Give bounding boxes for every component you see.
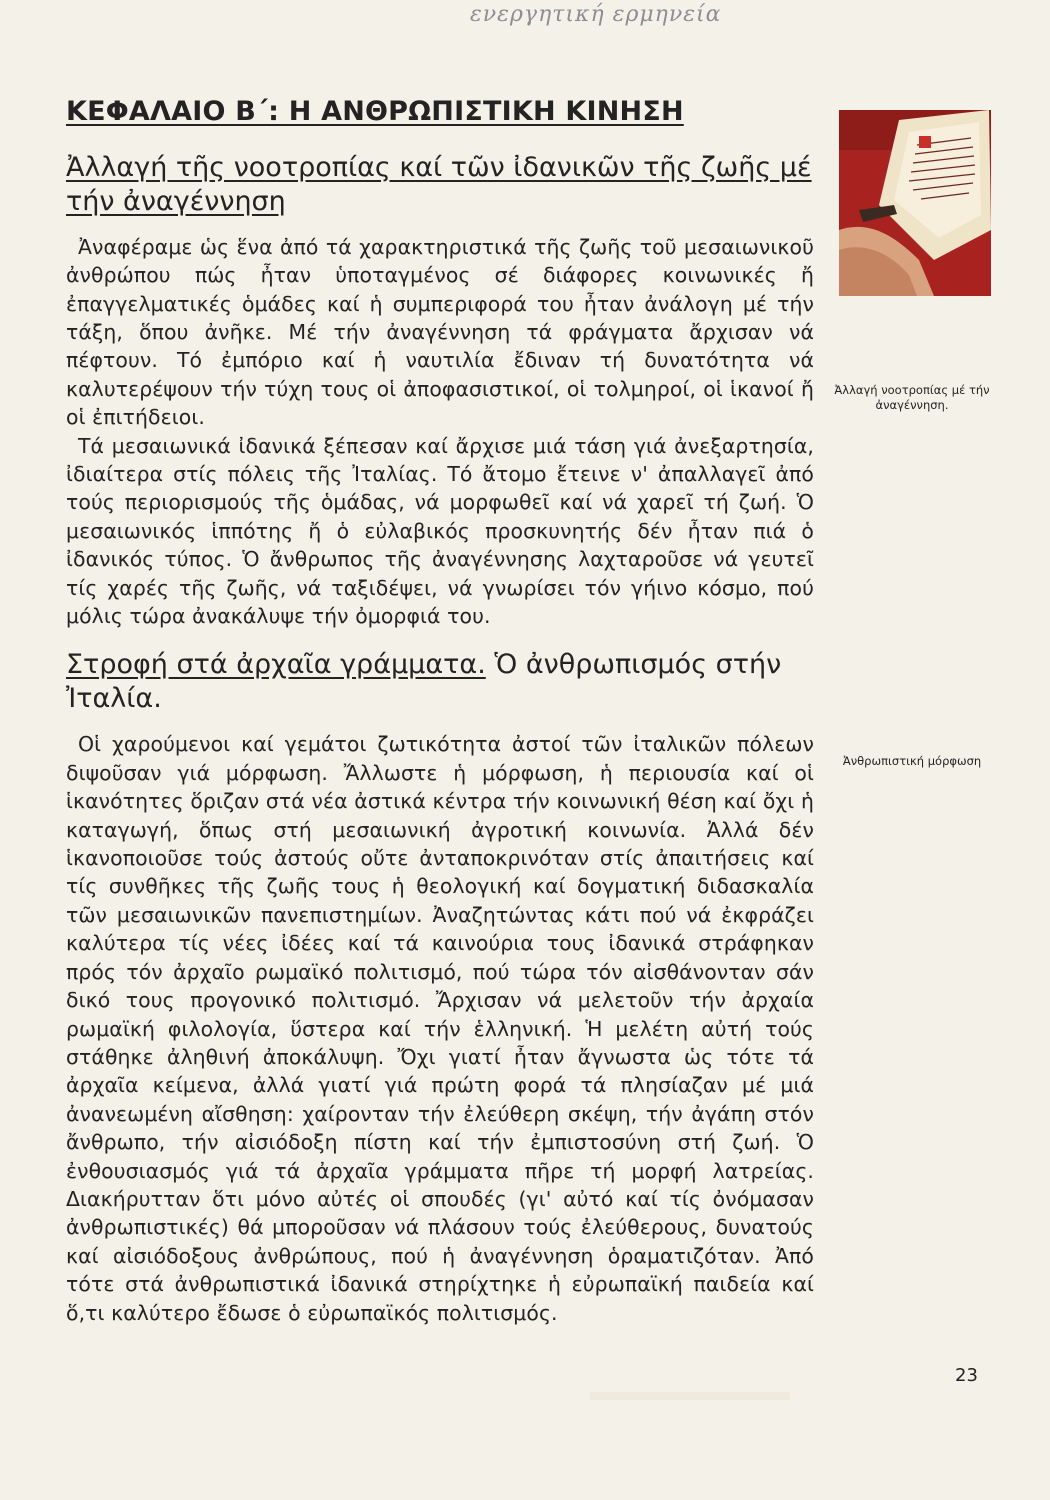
section-title-humanism-underlined: Στροφή στά ἀρχαῖα γράμματα. [66, 649, 486, 681]
paragraph: Τά μεσαιωνικά ἰδανικά ξέπεσαν καί ἄρχισε μιά τάση γιά ἀνεξαρτησία, ἰδιαίτερα στίς πόλεις τῆς Ἰταλίας. Τό ἄτομο ἔτεινε ν' ἀπαλλαγεῖ ἀπό τούς περιορισμούς τῆς ὁμάδας, νά μορφωθεῖ καί νά χαρεῖ τή ζωή. Ὁ μεσαιωνικός ἱππότης ἤ ὁ εὐλαβικός προσκυνητής δέν ἦταν πιά ὁ ἰδανικός τύπος. Ὁ ἄνθρωπος τῆς ἀναγέννησης λαχταροῦσε νά γευτεῖ τίς χαρές τῆς ζωῆς, νά ταξιδέψει, νά γνωρίσει τόν γήινο κόσμο, πού μόλις τώρα ἀνακάλυψε τήν ὀμορφιά του. [66, 433, 814, 629]
section-title-humanism-rest: Ὁ ἀνθρωπισμός στήν Ἰταλία. [66, 649, 782, 715]
main-column [66, 95, 814, 1327]
section-title-humanism [66, 648, 814, 716]
section-humanism-italy [66, 648, 814, 1327]
margin-note-humanist-education: Ἀνθρωπιστική μόρφωση [842, 754, 982, 768]
page-number: 23 [955, 1365, 978, 1386]
section-title-mentality-text: Ἀλλαγή τῆς νοοτροπίας καί τῶν ἰδανικῶν τῆς ζωῆς μέ τήν ἀναγέννηση [66, 151, 812, 217]
section-change-of-mentality [66, 151, 814, 631]
chapter-title: ΚΕΦΑΛΑΙΟ Β΄: Η ΑΝΘΡΩΠΙΣΤΙΚΗ ΚΙΝΗΣΗ [66, 96, 684, 127]
paragraph: Οἱ χαρούμενοι καί γεμάτοι ζωτικότητα ἀστοί τῶν ἰταλικῶν πόλεων διψοῦσαν γιά μόρφωση. Ἄλλωστε ἡ μόρφωση, ἡ περιουσία καί οἱ ἱκανότητες ὅριζαν στά νέα ἀστικά κέντρα τήν κοινωνική θέση καί ὄχι ἡ καταγωγή, ὅπως στή μεσαιωνική ἀγροτική κοινωνία. Ἀλλά δέν ἱκανοποιοῦσε τούς ἀστούς οὔτε ἀνταποκρινόταν στίς ἀπαιτήσεις καί τίς συνθῆκες τῆς ζωῆς τους ἡ θεολογική καί δογματική διδασκαλία τῶν μεσαιωνικῶν πανεπιστημίων. Ἀναζητώντας κάτι πού νά ἐκφράζει καλύτερα τίς νέες ἰδέες καί τά καινούρια τους ἰδανικά στράφηκαν πρός τόν ἀρχαῖο ρωμαϊκό πολιτισμό, πού τώρα τόν αἰσθάνονταν σάν δικό τους προγονικό πολιτισμό. Ἄρχισαν νά μελετοῦν τήν ἀρχαία ρωμαϊκή φιλολογία, ὕστερα καί τήν ἑλληνική. Ἡ μελέτη αὐτή τούς στάθηκε ἀληθινή ἀποκάλυψη. Ὄχι γιατί ἦταν ἄγνωστα ὡς τότε τά ἀρχαῖα κείμενα, ἀλλά γιατί γιά πρώτη φορά τά πλησίαζαν μέ μιά ἀνανεωμένη αἴσθηση: χαίρονταν τήν ἐλεύθερη σκέψη, τήν ἀγάπη στόν ἄνθρωπο, τήν αἰσιόδοξη πίστη καί τήν ἐμπιστοσύνη στή ζωή. Ὁ ἐνθουσιασμός γιά τά ἀρχαῖα γράμματα πῆρε τή μορφή λατρείας. Διακήρυτταν ὅτι μόνο αὐτές οἱ σπουδές (γι' αὐτό καί τίς ὀνόμασαν ἀνθρωπιστικές) θά μποροῦσαν νά πλάσουν τούς ἐλεύθερους, δυνατούς καί αἰσιόδοξους ἀνθρώπους, πού ἡ ἀναγέννηση ὁραματιζόταν. Ἀπό τότε στά ἀνθρωπιστικά ἰδανικά στηρίχτηκε ἡ εὐρωπαϊκή παιδεία καί ὅ,τι καλύτερο ἔδωσε ὁ εὐρωπαϊκός πολιτισμός. [66, 732, 814, 1325]
margin-note-mentality: Ἀλλαγή νοοτροπίας μέ τήν ἀναγέννηση. [834, 383, 990, 412]
section-title-mentality [66, 151, 814, 219]
handwritten-note: ενεργητική ερμηνεία [470, 2, 722, 27]
manuscript-photo-illustration [839, 110, 991, 296]
paragraph: Ἀναφέραμε ὡς ἕνα ἀπό τά χαρακτηριστικά τῆς ζωῆς τοῦ μεσαιωνικοῦ ἀνθρώπου πώς ἦταν ὑποταγμένος σέ διάφορες κοινωνικές ἤ ἐπαγγελματικές ὁμάδες καί ἡ συμπεριφορά του ἦταν ἀνάλογη μέ τήν τάξη, ὅπου ἀνῆκε. Μέ τήν ἀναγέννηση τά φράγματα ἄρχισαν νά πέφτουν. Τό ἐμπόριο καί ἡ ναυτιλία ἔδιναν τή δυνατότητα νά καλυτερέψουν τήν τύχη τους οἱ ἀποφασιστικοί, οἱ τολμηροί, οἱ ἱκανοί ἤ οἱ ἐπιτήδειοι. [66, 234, 814, 430]
print-smudge [590, 1392, 790, 1400]
manuscript-photo [839, 110, 991, 296]
